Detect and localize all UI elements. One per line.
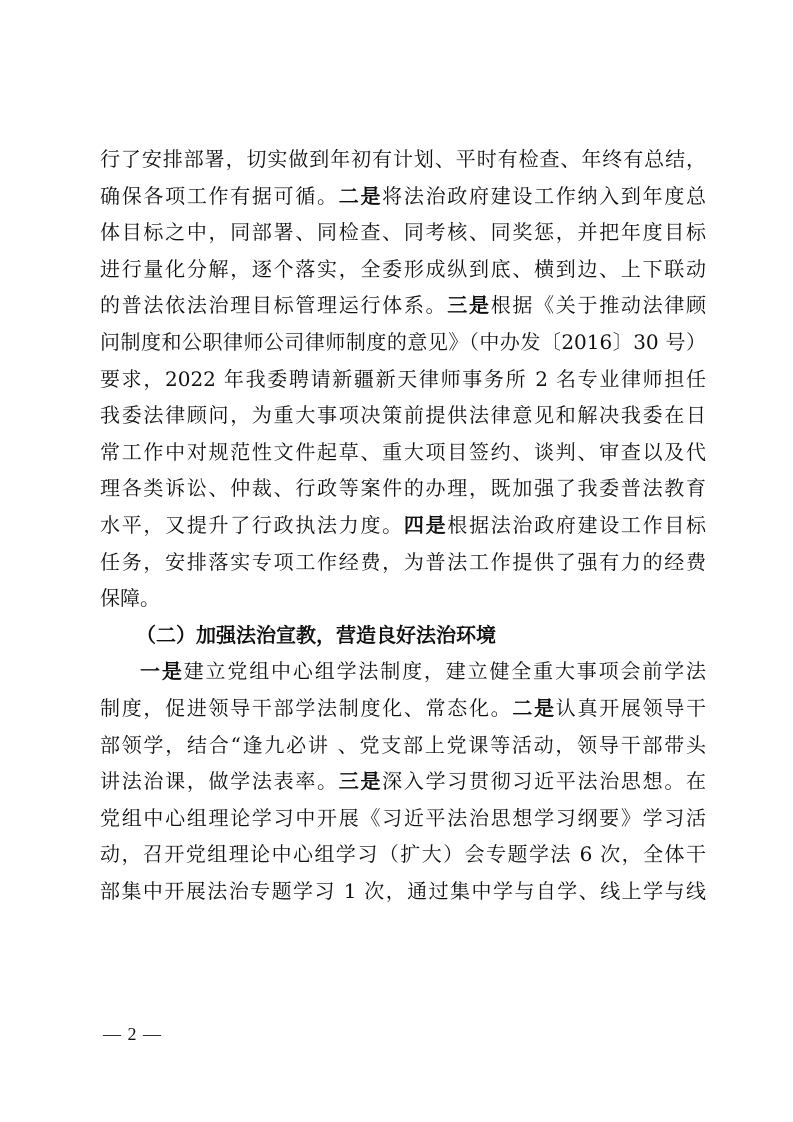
- text-line: [100, 251, 706, 288]
- text-segment: 认真开展领导干: [555, 695, 707, 720]
- bold-text: 三是: [447, 293, 491, 318]
- text-line: [100, 800, 706, 837]
- text-line: [100, 836, 706, 873]
- text-segment: 动，召开党组理论中心组学习（扩大）会专题学法 6 次，全体干: [100, 842, 706, 867]
- text-segment: 进行量化分解，逐个落实，全委形成纵到底、横到边、上下联动: [100, 256, 706, 281]
- text-segment: 水平，又提升了行政执法力度。: [100, 512, 404, 537]
- text-segment: 确保各项工作有据可循。: [100, 183, 339, 208]
- text-segment: 的普法依法治理目标管理运行体系。: [100, 293, 448, 318]
- text-line: [100, 141, 706, 178]
- text-segment: 根据《关于推动法律顾: [490, 293, 707, 318]
- text-segment: 根据法治政府建设工作目标: [447, 512, 707, 537]
- text-line: [100, 214, 706, 251]
- text-line: [100, 361, 706, 398]
- text-segment: 问制度和公职律师公司律师制度的意见》（中办发〔2016〕30 号）: [100, 329, 706, 354]
- text-line: [100, 690, 706, 727]
- page-number: — 2 —: [103, 1024, 162, 1044]
- text-segment: 部集中开展法治专题学习 1 次，通过集中学与自学、线上学与线: [100, 878, 706, 903]
- text-line: [100, 727, 706, 764]
- text-line: [100, 580, 706, 617]
- text-segment: 党组中心组理论学习中开展《习近平法治思想学习纲要》学习活: [100, 805, 706, 830]
- document-body: [100, 141, 706, 909]
- text-segment: 讲法治课，做学法表率。: [100, 769, 339, 794]
- bold-text: 三是: [338, 769, 383, 794]
- text-line: [100, 617, 706, 654]
- text-segment: 体目标之中，同部署、同检查、同考核、同奖惩，并把年度目标: [100, 220, 706, 245]
- text-segment: 制度，促进领导干部学法制度化、常态化。: [100, 695, 513, 720]
- text-line: [100, 507, 706, 544]
- text-segment: 要求，2022 年我委聘请新疆新天律师事务所 2 名专业律师担任: [100, 366, 706, 391]
- bold-text: 四是: [403, 512, 448, 537]
- bold-text: 二是: [338, 183, 383, 208]
- text-line: [100, 873, 706, 910]
- text-segment: 建立党组中心组学法制度，建立健全重大事项会前学法: [183, 659, 707, 684]
- text-line: [100, 544, 706, 581]
- bold-text: 二是: [512, 695, 556, 720]
- text-line: [100, 763, 706, 800]
- text-segment: 部领学，结合“逢九必讲 、党支部上党课等活动，领导干部带头: [100, 732, 706, 757]
- text-segment: 任务，安排落实专项工作经费，为普法工作提供了强有力的经费: [100, 549, 706, 574]
- bold-text: （二）加强法治宣教，营造良好法治环境: [136, 622, 496, 647]
- text-segment: 将法治政府建设工作纳入到年度总: [382, 183, 707, 208]
- text-line: [100, 178, 706, 215]
- text-segment: 保障。: [100, 586, 160, 611]
- text-segment: 我委法律顾问，为重大事项决策前提供法律意见和解决我委在日: [100, 403, 706, 428]
- text-line: [100, 287, 706, 324]
- text-line: [100, 653, 706, 690]
- text-line: [100, 397, 706, 434]
- text-segment: 行了安排部署，切实做到年初有计划、平时有检查、年终有总结，: [100, 147, 706, 171]
- text-segment: 理各类诉讼、仲裁、行政等案件的办理，既加强了我委普法教育: [100, 476, 706, 501]
- bold-text: 一是: [140, 659, 184, 684]
- text-segment: 深入学习贯彻习近平法治思想。在: [382, 769, 707, 794]
- text-line: [100, 324, 706, 361]
- text-segment: 常工作中对规范性文件起草、重大项目签约、谈判、审查以及代: [100, 439, 706, 464]
- text-line: [100, 470, 706, 507]
- text-line: [100, 434, 706, 471]
